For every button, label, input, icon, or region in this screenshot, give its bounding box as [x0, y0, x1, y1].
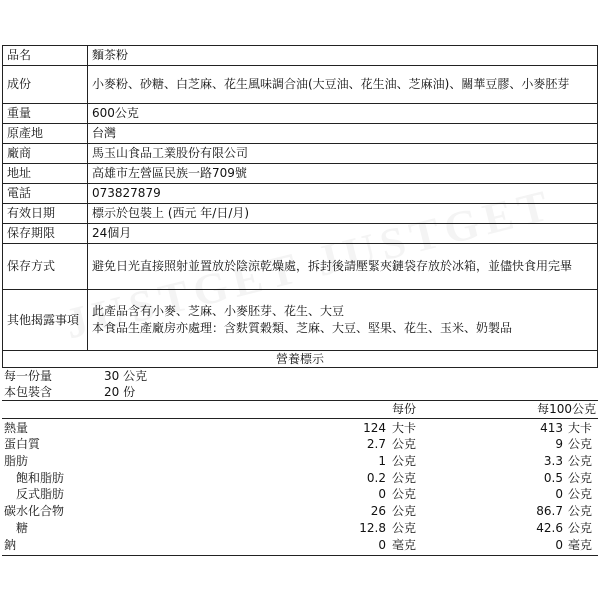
info-row-storage — [3, 244, 598, 290]
nutrient-name: 反式脂肪 — [4, 487, 65, 501]
info-value: 24個月 — [88, 224, 598, 244]
info-row-manufacturer — [3, 144, 598, 164]
per-100g-value: 413 — [540, 421, 563, 435]
servings-label: 本包裝含 — [4, 385, 53, 399]
nutrient-name: 熱量 — [4, 421, 29, 435]
per-100g-unit: 公克 — [568, 437, 593, 451]
per-serving-value: 12.8 — [359, 521, 386, 535]
per-100g-value: 0 — [555, 538, 563, 552]
nutrient-row — [0, 453, 600, 469]
info-label: 有效日期 — [3, 204, 88, 224]
nutrient-row — [0, 503, 600, 519]
per-100g-value: 86.7 — [536, 504, 563, 518]
info-row-phone — [3, 184, 598, 204]
info-row-shelf-life — [3, 224, 598, 244]
per-100g-unit: 毫克 — [568, 538, 593, 552]
serving-size-line — [4, 368, 147, 384]
per-serving-unit: 大卡 — [392, 421, 417, 435]
info-value: 馬玉山食品工業股份有限公司 — [88, 144, 598, 164]
info-value: 高雄市左營區民族一路709號 — [88, 164, 598, 184]
info-value: 小麥粉、砂糖、白芝麻、花生風味調合油(大豆油、花生油、芝麻油)、關華豆膠、小麥胚芽 — [88, 66, 598, 104]
per-serving-unit: 公克 — [392, 487, 417, 501]
per-serving-unit: 公克 — [392, 521, 417, 535]
info-value: 標示於包裝上 (西元 年/日/月) — [88, 204, 598, 224]
nutrient-name: 蛋白質 — [4, 437, 41, 451]
servings-per-package-line — [4, 384, 135, 400]
serving-size-label: 每一份量 — [4, 369, 53, 383]
info-label: 地址 — [3, 164, 88, 184]
col-header-per-100g: 每100公克 — [537, 402, 596, 416]
per-serving-value: 2.7 — [366, 437, 386, 451]
info-row-ingredients — [3, 66, 598, 104]
info-label: 保存期限 — [3, 224, 88, 244]
per-serving-value: 0.2 — [366, 471, 386, 485]
per-100g-unit: 大卡 — [568, 421, 593, 435]
per-100g-value: 0.5 — [543, 471, 563, 485]
info-row-name — [3, 46, 598, 66]
per-100g-unit: 公克 — [568, 471, 593, 485]
per-serving-unit: 公克 — [392, 454, 417, 468]
per-serving-unit: 毫克 — [392, 538, 417, 552]
nutrient-row — [0, 420, 600, 436]
per-serving-value: 0 — [378, 487, 386, 501]
info-label: 廠商 — [3, 144, 88, 164]
info-value: 073827879 — [88, 184, 598, 204]
col-header-per-serving: 每份 — [392, 402, 417, 416]
per-serving-value: 124 — [363, 421, 386, 435]
info-value: 600公克 — [88, 104, 598, 124]
info-label: 電話 — [3, 184, 88, 204]
info-row-origin — [3, 124, 598, 144]
info-label: 成份 — [3, 66, 88, 104]
info-label: 原產地 — [3, 124, 88, 144]
per-serving-unit: 公克 — [392, 504, 417, 518]
per-100g-value: 9 — [555, 437, 563, 451]
nutrient-row — [0, 520, 600, 536]
divider — [2, 418, 598, 419]
product-info-table — [2, 45, 598, 351]
per-100g-value: 3.3 — [543, 454, 563, 468]
info-value: 麵茶粉 — [88, 46, 598, 66]
info-value: 台灣 — [88, 124, 598, 144]
per-100g-value: 0 — [555, 487, 563, 501]
per-100g-unit: 公克 — [568, 454, 593, 468]
serving-size-value: 30 公克 — [104, 369, 148, 383]
nutrient-name: 脂肪 — [4, 454, 29, 468]
info-label: 品名 — [3, 46, 88, 66]
info-row-disclosures — [3, 290, 598, 351]
info-value: 避免日光直接照射並置放於陰涼乾燥處，拆封後請壓緊夾鏈袋存放於冰箱，並儘快食用完畢 — [88, 244, 598, 290]
per-serving-value: 26 — [370, 504, 386, 518]
per-serving-unit: 公克 — [392, 437, 417, 451]
info-label: 重量 — [3, 104, 88, 124]
per-100g-unit: 公克 — [568, 504, 593, 518]
info-row-expiry-date — [3, 204, 598, 224]
nutrient-row — [0, 486, 600, 502]
info-value: 此產品含有小麥、芝麻、小麥胚芽、花生、大豆 本食品生產廠房亦處理：含麩質穀類、芝麻、大豆、堅果、花生、玉米、奶製品 — [88, 290, 598, 351]
per-100g-unit: 公克 — [568, 521, 593, 535]
per-serving-value: 0 — [378, 538, 386, 552]
info-label: 保存方式 — [3, 244, 88, 290]
per-100g-value: 42.6 — [536, 521, 563, 535]
info-row-address — [3, 164, 598, 184]
per-100g-unit: 公克 — [568, 487, 593, 501]
info-row-weight — [3, 104, 598, 124]
servings-value: 20 份 — [104, 385, 136, 399]
nutrient-name: 糖 — [4, 521, 29, 535]
nutrient-row — [0, 537, 600, 553]
divider — [2, 555, 598, 556]
nutrient-row — [0, 436, 600, 452]
info-label: 其他揭露事項 — [3, 290, 88, 351]
per-serving-value: 1 — [378, 454, 386, 468]
divider — [2, 400, 598, 401]
nutrient-name: 鈉 — [4, 538, 17, 552]
nutrient-row — [0, 470, 600, 486]
per-serving-unit: 公克 — [392, 471, 417, 485]
nutrient-name: 碳水化合物 — [4, 504, 65, 518]
nutrition-title: 營養標示 — [2, 350, 598, 368]
nutrient-name: 飽和脂肪 — [4, 471, 65, 485]
